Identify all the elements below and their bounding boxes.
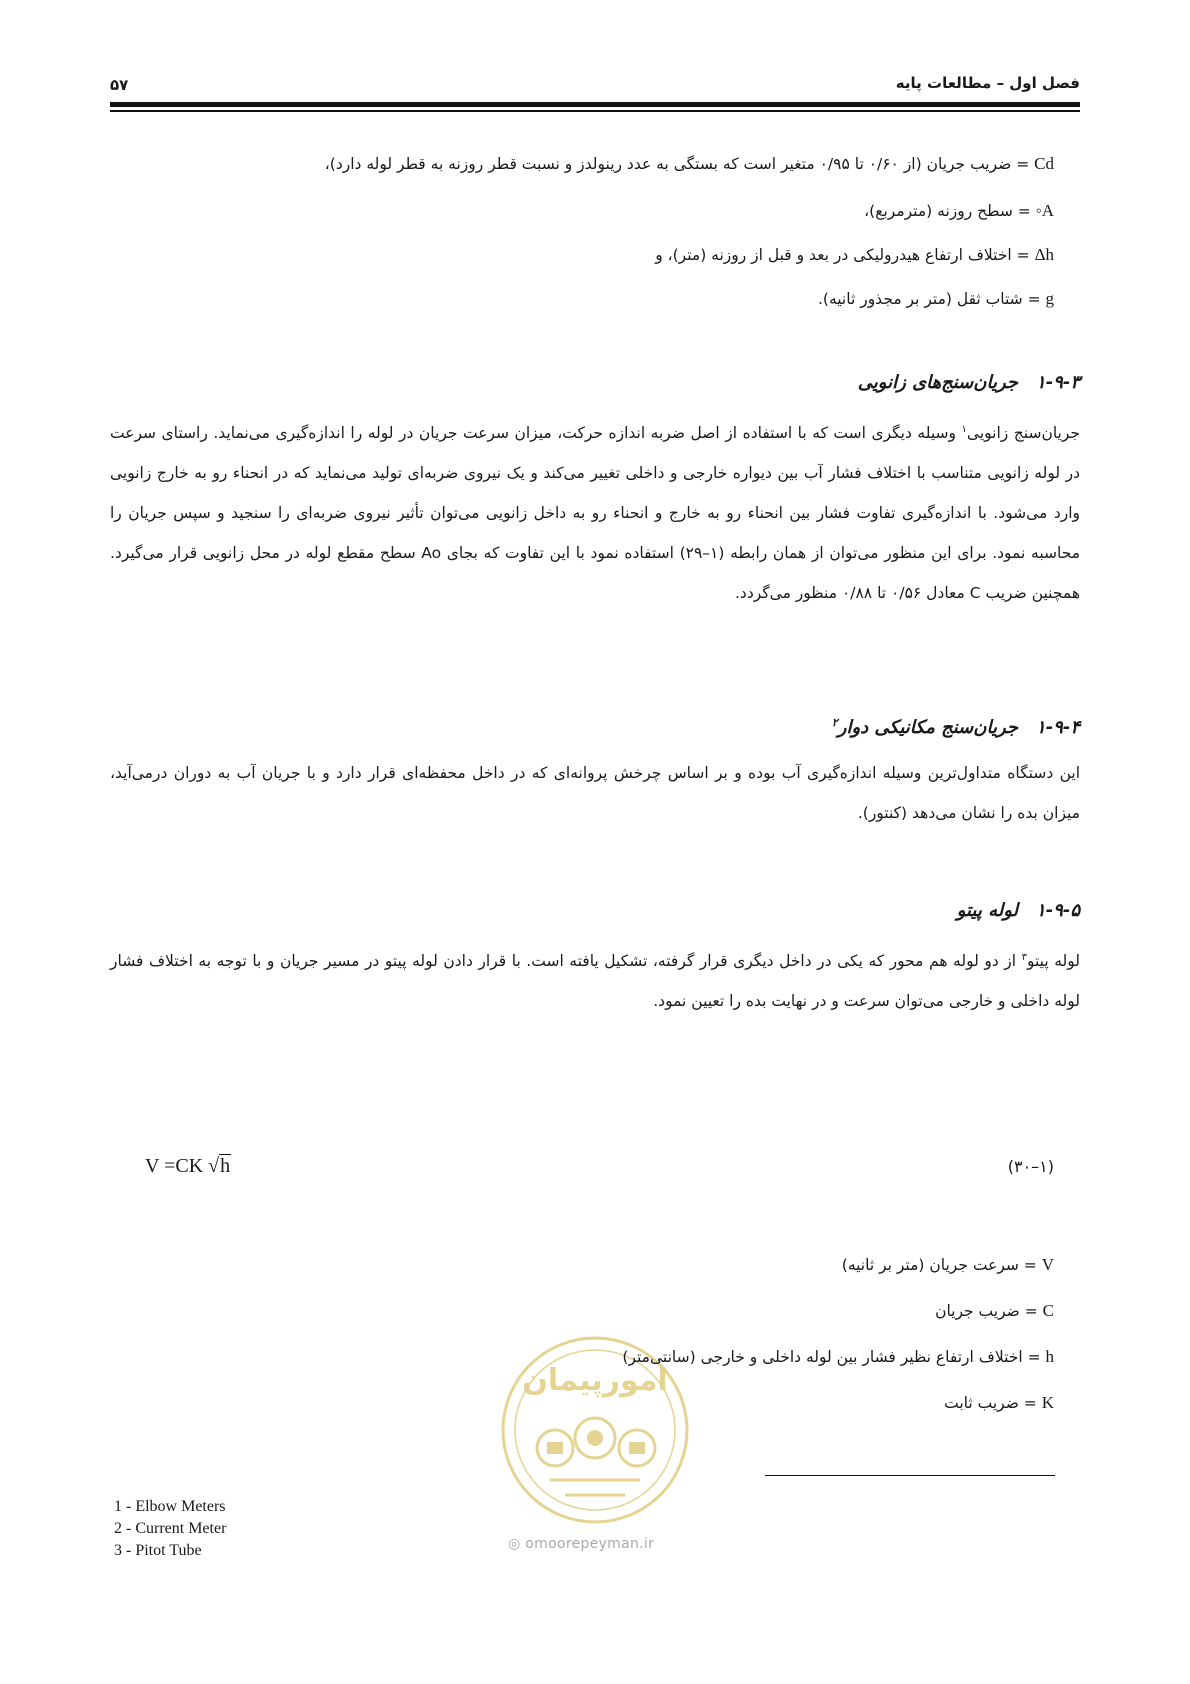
section-number: ۱-۹-۴ [1036, 717, 1080, 738]
definition-symbol: g [1045, 289, 1054, 308]
definition-text: = سطح روزنه (مترمربع)، [864, 202, 1036, 220]
page-number: ۵۷ [110, 76, 129, 94]
watermark-url: ◎ omoorepeyman.ir [508, 1536, 655, 1552]
equation-number: (۱–۳۰) [1007, 1157, 1054, 1176]
definition-item [655, 245, 1054, 265]
chapter-title: فصل اول – مطالعات پایه [895, 74, 1080, 92]
section-heading [858, 372, 1080, 393]
section-heading [832, 716, 1080, 738]
definition-symbol: C [1042, 1301, 1054, 1320]
header-rule [110, 102, 1080, 107]
definition-text: = ضریب جریان [935, 1302, 1043, 1320]
footnotes [114, 1496, 226, 1562]
header-rule-thin [110, 110, 1080, 112]
equation [145, 1155, 231, 1178]
definition-symbol: Cd [1034, 154, 1054, 173]
footnote-item: 1 - Elbow Meters [114, 1498, 226, 1515]
watermark-logo-text: امورپیمان [522, 1363, 668, 1398]
definition-text: = اختلاف ارتفاع نظیر فشار بین لوله داخلی و خارجی (سانتی‌متر) [622, 1348, 1046, 1366]
section-paragraph [110, 410, 1080, 613]
paragraph-text: وسیله دیگری است که با استفاده از اصل ضربه اندازه حرکت، میزان سرعت جریان در لوله را اندازه‌گیری می‌نماید. راستای سرعت در لوله زانویی متناسب با اختلاف فشار آب بین دیواره خارجی و داخلی تغییر می‌کند و یک نیروی ضربه‌ای تولید می‌نماید که در انحناء رو به خارج زانویی وارد می‌شود. با اندازه‌گیری تفاوت فشار بین انحناء رو به خارج و انحناء رو به داخل زانویی می‌توان تأثیر نیروی ضربه‌ای را سنجید و سپس جریان را محاسبه نمود. برای این منظور می‌توان از همان رابطه (۱–۲۹) استفاده نمود با این تفاوت که بجای Ao سطح مقطع لوله در محل زانویی قرار می‌گیرد. همچنین ضریب C معادل ۰/۵۶ تا ۰/۸۸ منظور می‌گردد. [110, 424, 1081, 603]
paragraph-text: لوله پیتو [1027, 952, 1080, 971]
footnote-rule [765, 1475, 1055, 1476]
definition-text: = اختلاف ارتفاع هیدرولیکی در بعد و قبل از روزنه (متر)، و [655, 246, 1035, 264]
definition-text: = ضریب جریان (از ۰/۶۰ تا ۰/۹۵ متغیر است که بستگی به عدد رینولدز و نسبت قطر روزنه به قطر لوله دارد)، [324, 155, 1035, 173]
footnote-ref: ۱ [961, 424, 967, 435]
definition-item [944, 1393, 1054, 1413]
equation-radicand: h [220, 1155, 231, 1177]
definition-item [818, 289, 1054, 309]
definition-item [325, 154, 1054, 174]
equation-lhs: V =CK [145, 1155, 209, 1177]
definition-text: = شتاب ثقل (متر بر مجذور ثانیه). [817, 290, 1046, 308]
section-paragraph [110, 938, 1080, 1021]
definition-symbol: A◦ [1035, 201, 1054, 220]
watermark-url-text: omoorepeyman.ir [525, 1536, 655, 1552]
section-number: ۱-۹-۵ [1036, 900, 1080, 921]
definition-symbol: Δh [1034, 245, 1054, 264]
section-number: ۱-۹-۳ [1036, 372, 1080, 393]
definition-text: = سرعت جریان (متر بر ثانیه) [841, 1256, 1042, 1274]
definition-text: = ضریب ثابت [944, 1394, 1042, 1412]
definition-item [842, 1255, 1054, 1275]
sqrt-sign: √ [208, 1155, 220, 1177]
section-paragraph: این دستگاه متداول‌ترین وسیله اندازه‌گیری آب بوده و بر اساس چرخش پروانه‌ای که در داخل محفظه‌ای قرار دارد و با جریان آب به دوران درمی‌آید، میزان بده را نشان می‌دهد (کنتور). [110, 764, 1080, 822]
definition-symbol: h [1045, 1347, 1054, 1366]
footnote-ref: ۲ [831, 716, 838, 729]
section-title: جریان‌سنج مکانیکی دوار [837, 717, 1019, 738]
definition-symbol: V [1041, 1255, 1054, 1274]
section-title: لوله پیتو [956, 900, 1019, 921]
section-heading [957, 900, 1080, 921]
paragraph-text: جریان‌سنج زانویی [966, 424, 1080, 443]
footnote-item: 3 - Pitot Tube [114, 1542, 202, 1559]
paragraph-text: از دو لوله هم محور که یکی در داخل دیگری قرار گرفته، تشکیل یافته است. با قرار دادن لوله پیتو در مسیر جریان و با توجه به اختلاف فشار لوله داخلی و خارجی می‌توان سرعت و در نهایت بده را تعیین نمود. [110, 952, 1080, 1011]
definition-symbol: K [1041, 1393, 1054, 1412]
footnote-ref: ۳ [1021, 952, 1027, 963]
definition-item [622, 1347, 1054, 1367]
footnote-item: 2 - Current Meter [114, 1520, 227, 1537]
section-title: جریان‌سنج‌های زانویی [857, 372, 1019, 393]
definition-item [864, 201, 1054, 221]
definition-item [935, 1301, 1054, 1321]
